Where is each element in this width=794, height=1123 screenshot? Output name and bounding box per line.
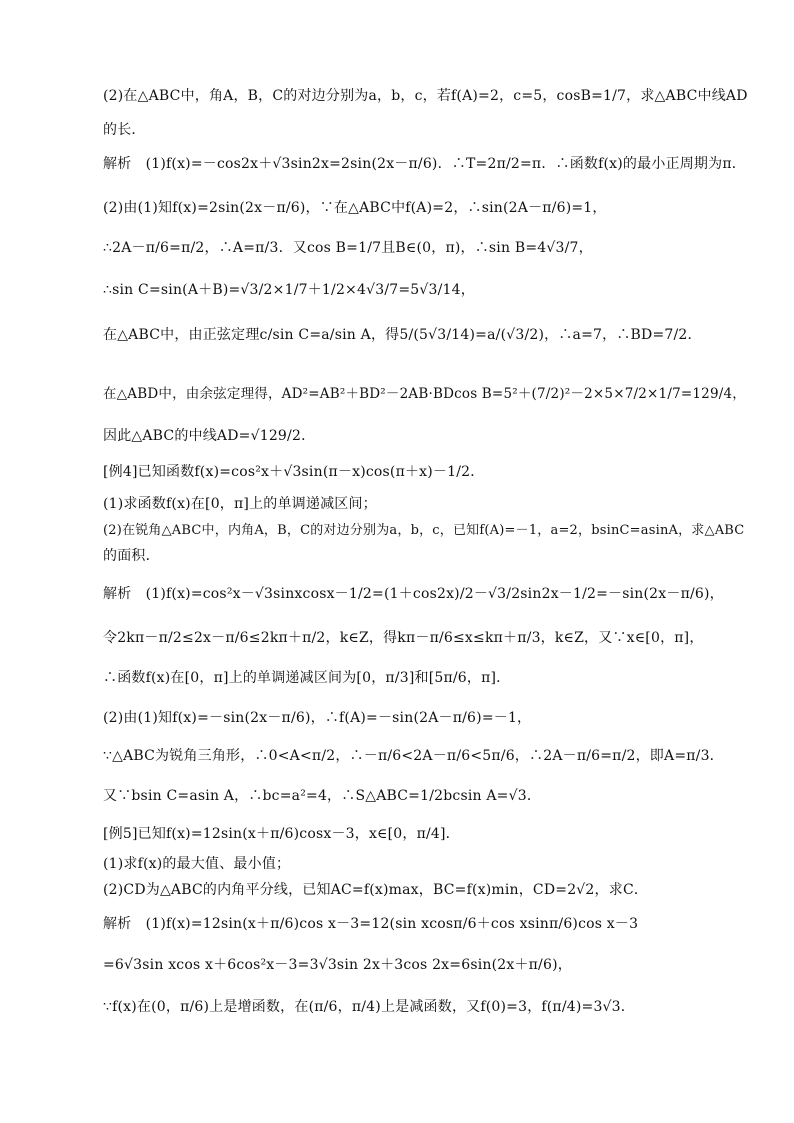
solution-2-conclusion: 因此△ABC的中线AD=√129/2． xyxy=(103,428,316,444)
solution-2-line-2: ∴2A－π/6=π/2，∴A=π/3．又cos B=1/7且B∈(0，π)，∴sin B=4√3/7， xyxy=(103,240,593,256)
example-4-part-1: (1)求函数f(x)在[0，π]上的单调递减区间； xyxy=(103,496,377,512)
solution-2-line-5: 在△ABD中，由余弦定理得，AD²=AB²＋BD²－2AB·BDcos B=5²＋(7/2)²－2×5×7/2×1/7=129/4， xyxy=(103,386,746,402)
example-4-solution-6: 又∵bsin C=asin A，∴bc=a²=4，∴S△ABC=1/2bcsin A=√3． xyxy=(103,788,542,804)
example-5-solution-3: ∵f(x)在(0，π/6)上是增函数，在(π/6，π/4)上是减函数，又f(0)=3，f(π/4)=3√3． xyxy=(103,999,635,1015)
solution-1-line: 解析 (1)f(x)=－cos2x＋√3sin2x=2sin(2x－π/6)．∴T=2π/2=π．∴函数f(x)的最小正周期为π． xyxy=(103,156,746,172)
example-4-solution-1: 解析 (1)f(x)=cos²x－√3sinxcosx－1/2=(1＋cos2x)/2－√3/2sin2x－1/2=－sin(2x－π/6)， xyxy=(103,586,724,602)
example-4-part-2: (2)在锐角△ABC中，内角A，B，C的对边分别为a，b，c，已知f(A)=－1，a=2，bsinC=asinA，求△ABC xyxy=(103,523,745,538)
example-5-title: [例5]已知f(x)=12sin(x＋π/6)cosx－3，x∈[0，π/4]． xyxy=(103,826,460,842)
solution-2-line-1: (2)由(1)知f(x)=2sin(2x－π/6)，∵在△ABC中f(A)=2，∴sin(2A－π/6)=1， xyxy=(103,200,607,216)
solution-2-line-4: 在△ABC中，由正弦定理c/sin C=a/sin A，得5/(5√3/14)=a/(√3/2)，∴a=7，∴BD=7/2． xyxy=(103,327,702,343)
example-5-part-1: (1)求f(x)的最大值、最小值； xyxy=(103,856,291,872)
example-5-solution-1: 解析 (1)f(x)=12sin(x＋π/6)cos x－3=12(sin xcosπ/6＋cos xsinπ/6)cos x－3 xyxy=(103,916,639,932)
problem-2-statement-cont: 的长． xyxy=(103,122,146,138)
example-5-part-2: (2)CD为△ABC的内角平分线，已知AC=f(x)max，BC=f(x)min，CD=2√2，求C． xyxy=(103,882,649,898)
example-4-title: [例4]已知函数f(x)=cos²x＋√3sin(π－x)cos(π＋x)－1/2． xyxy=(103,464,485,480)
solution-2-line-3: ∴sin C=sin(A＋B)=√3/2×1/7＋1/2×4√3/7=5√3/14， xyxy=(103,282,475,298)
example-4-solution-5: ∵△ABC为锐角三角形，∴0<A<π/2，∴－π/6<2A－π/6<5π/6，∴2A－π/6=π/2，即A=π/3． xyxy=(103,748,724,764)
example-4-solution-4: (2)由(1)知f(x)=－sin(2x－π/6)，∴f(A)=－sin(2A－π/6)=－1， xyxy=(103,710,532,726)
problem-2-statement: (2)在△ABC中，角A，B，C的对边分别为a，b，c，若f(A)=2，c=5，cosB=1/7，求△ABC中线AD xyxy=(103,88,748,104)
example-5-solution-2: =6√3sin xcos x＋6cos²x－3=3√3sin 2x＋3cos 2x=6sin(2x＋π/6)， xyxy=(103,957,572,973)
example-4-solution-2: 令2kπ－π/2≤2x－π/6≤2kπ＋π/2，k∈Z，得kπ－π/6≤x≤kπ＋π/3，k∈Z，又∵x∈[0，π]， xyxy=(103,630,704,646)
example-4-part-2-cont: 的面积． xyxy=(103,548,160,564)
example-4-solution-3: ∴函数f(x)在[0，π]上的单调递减区间为[0，π/3]和[5π/6，π]． xyxy=(103,670,511,686)
